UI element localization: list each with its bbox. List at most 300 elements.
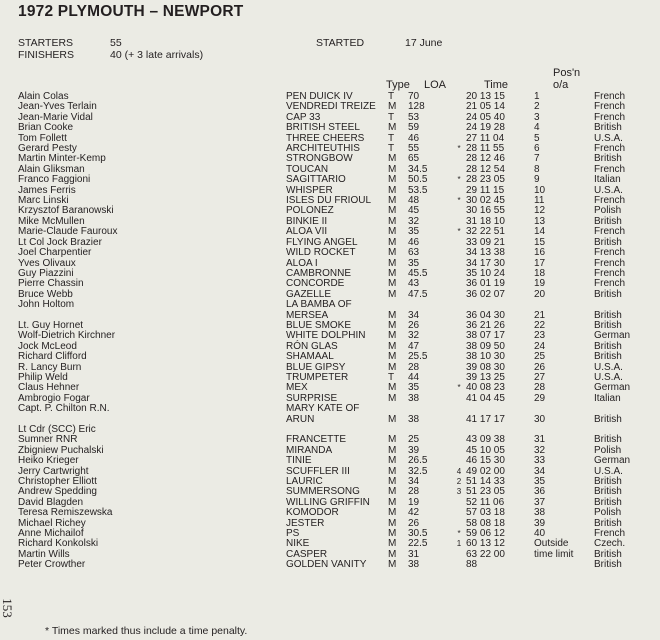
page-number: 153 bbox=[0, 598, 15, 618]
cell-yacht: WHISPER bbox=[286, 184, 333, 196]
cell-yacht: TRUMPETER bbox=[286, 371, 349, 383]
started-label: STARTED bbox=[316, 37, 365, 49]
cell-yacht: POLONEZ bbox=[286, 205, 334, 217]
cell-type: M bbox=[388, 434, 397, 446]
cell-time: 30 16 55 bbox=[466, 205, 505, 217]
cell-type: T bbox=[388, 371, 395, 383]
cell-yacht: CAP 33 bbox=[286, 111, 321, 123]
results-body bbox=[18, 92, 650, 571]
cell-yacht: KOMODOR bbox=[286, 507, 339, 519]
cell-type: M bbox=[388, 330, 397, 342]
cell-pos: time limit bbox=[534, 548, 574, 560]
cell-nat: British bbox=[594, 236, 622, 248]
cell-yacht: TOUCAN bbox=[286, 163, 329, 175]
cell-type: M bbox=[388, 236, 397, 248]
cell-mark bbox=[452, 415, 466, 425]
cell-time: 41 04 45 bbox=[466, 392, 505, 404]
cell-nat: German bbox=[594, 382, 631, 394]
cell-time: 21 05 14 bbox=[466, 101, 505, 113]
cell-type: T bbox=[388, 91, 395, 102]
cell-mark bbox=[452, 508, 466, 518]
cell-pos: 3 bbox=[534, 111, 540, 123]
finishers-label: FINISHERS bbox=[18, 49, 75, 61]
cell-loa: 19 bbox=[408, 496, 420, 508]
cell-loa: 35 bbox=[408, 226, 420, 238]
cell-nat: German bbox=[594, 455, 631, 467]
cell-nat: British bbox=[594, 434, 622, 446]
cell-pos: 39 bbox=[534, 517, 546, 529]
cell-pos: 4 bbox=[534, 122, 540, 134]
cell-loa: 65 bbox=[408, 153, 420, 165]
cell-name: Guy Piazzini bbox=[18, 267, 74, 279]
cell-loa: 26.5 bbox=[408, 455, 428, 467]
cell-time: 51 23 05 bbox=[466, 486, 505, 498]
cell-time: 57 03 18 bbox=[466, 507, 505, 519]
cell-pos: Outside bbox=[534, 538, 569, 550]
cell-type: M bbox=[388, 288, 397, 300]
cell-loa: 55 bbox=[408, 143, 420, 155]
cell-loa: 32.5 bbox=[408, 465, 428, 477]
cell-mark bbox=[452, 217, 466, 227]
header-type: Type bbox=[386, 79, 410, 91]
cell-mark bbox=[452, 290, 466, 300]
cell-nat: French bbox=[594, 143, 626, 155]
cell-nat: Polish bbox=[594, 444, 622, 456]
cell-time: 38 10 30 bbox=[466, 351, 505, 363]
cell-nat: Polish bbox=[594, 507, 622, 519]
cell-mark bbox=[452, 342, 466, 352]
cell-type: M bbox=[388, 538, 397, 550]
cell-pos: 2 bbox=[534, 101, 540, 113]
cell-yacht: GOLDEN VANITY bbox=[286, 559, 367, 571]
cell-loa: 35 bbox=[408, 257, 420, 269]
cell-mark bbox=[452, 186, 466, 196]
cell-nat: U.S.A. bbox=[594, 371, 623, 383]
cell-type: M bbox=[388, 101, 397, 113]
cell-mark bbox=[452, 373, 466, 383]
cell-pos: 1 bbox=[534, 91, 540, 102]
cell-yacht: TINIE bbox=[286, 455, 312, 467]
cell-loa: 32 bbox=[408, 330, 420, 342]
cell-pos: 12 bbox=[534, 205, 546, 217]
cell-pos: 9 bbox=[534, 174, 540, 186]
cell-yacht: MERSEA bbox=[286, 309, 329, 321]
cell-name: Anne Michailof bbox=[18, 528, 84, 540]
cell-name: John Holtom bbox=[18, 299, 75, 311]
cell-pos: 40 bbox=[534, 528, 546, 540]
cell-loa: 38 bbox=[408, 392, 420, 404]
table-row bbox=[18, 519, 650, 529]
cell-mark bbox=[452, 123, 466, 133]
cell-name: Wolf-Dietrich Kirchner bbox=[18, 330, 116, 342]
cell-nat: British bbox=[594, 517, 622, 529]
cell-pos: 19 bbox=[534, 278, 546, 290]
cell-time: 38 09 50 bbox=[466, 340, 505, 352]
cell-loa: 30.5 bbox=[408, 528, 428, 540]
cell-mark: * bbox=[457, 383, 461, 393]
cell-yacht: RÓN GLAS bbox=[286, 340, 338, 352]
cell-loa: 26 bbox=[408, 319, 420, 331]
cell-mark bbox=[452, 113, 466, 123]
cell-time: 51 14 33 bbox=[466, 476, 505, 488]
cell-loa: 63 bbox=[408, 247, 420, 259]
cell-name: Richard Konkolski bbox=[18, 538, 99, 550]
cell-time: 35 10 24 bbox=[466, 267, 505, 279]
cell-time: 34 17 30 bbox=[466, 257, 505, 269]
cell-time: 28 12 54 bbox=[466, 163, 505, 175]
table-row bbox=[18, 154, 650, 164]
cell-nat: Italian bbox=[594, 392, 621, 404]
cell-yacht: PEN DUICK IV bbox=[286, 91, 353, 102]
cell-nat: British bbox=[594, 122, 622, 134]
cell-nat bbox=[594, 300, 650, 310]
cell-loa: 34.5 bbox=[408, 163, 428, 175]
cell-yacht: BLUE SMOKE bbox=[286, 319, 352, 331]
cell-pos: 27 bbox=[534, 371, 546, 383]
cell-type: M bbox=[388, 548, 397, 560]
cell-time: 52 11 06 bbox=[466, 496, 505, 508]
cell-loa: 35 bbox=[408, 382, 420, 394]
cell-loa: 43 bbox=[408, 278, 420, 290]
cell-name: Martin Minter-Kemp bbox=[18, 153, 106, 165]
cell-type: M bbox=[388, 195, 397, 207]
cell-yacht: CONCORDE bbox=[286, 278, 345, 290]
cell-yacht: VENDREDI TREIZE bbox=[286, 101, 376, 113]
cell-time: 36 21 26 bbox=[466, 319, 505, 331]
cell-time: 60 13 12 bbox=[466, 538, 505, 550]
cell-type: M bbox=[388, 122, 397, 134]
cell-loa: 32 bbox=[408, 215, 420, 227]
cell-nat: French bbox=[594, 195, 626, 207]
cell-nat: Polish bbox=[594, 205, 622, 217]
cell-pos: 15 bbox=[534, 236, 546, 248]
cell-name: Pierre Chassin bbox=[18, 278, 84, 290]
cell-loa: 31 bbox=[408, 548, 420, 560]
cell-nat: British bbox=[594, 413, 622, 425]
cell-yacht: ALOA VII bbox=[286, 226, 328, 238]
cell-pos: 26 bbox=[534, 361, 546, 373]
cell-mark bbox=[452, 269, 466, 279]
cell-name: Ambrogio Fogar bbox=[18, 392, 90, 404]
cell-pos: 18 bbox=[534, 267, 546, 279]
cell-mark bbox=[452, 550, 466, 560]
cell-yacht: CAMBRONNE bbox=[286, 267, 352, 279]
cell-name: Yves Olivaux bbox=[18, 257, 76, 269]
cell-type: M bbox=[388, 257, 397, 269]
cell-type: M bbox=[388, 247, 397, 259]
table-row bbox=[18, 342, 650, 352]
cell-type: M bbox=[388, 319, 397, 331]
cell-yacht: BRITISH STEEL bbox=[286, 122, 360, 134]
cell-pos: 35 bbox=[534, 476, 546, 488]
cell-yacht: ISLES DU FRIOUL bbox=[286, 195, 372, 207]
cell-name: Alain Gliksman bbox=[18, 163, 85, 175]
cell-pos: 17 bbox=[534, 257, 546, 269]
cell-mark bbox=[452, 498, 466, 508]
cell-nat: U.S.A. bbox=[594, 184, 623, 196]
cell-type: M bbox=[388, 392, 397, 404]
cell-pos: 32 bbox=[534, 444, 546, 456]
cell-type: T bbox=[388, 111, 395, 123]
cell-type: M bbox=[388, 486, 397, 498]
cell-mark bbox=[452, 435, 466, 445]
cell-mark bbox=[452, 259, 466, 269]
cell-time: 38 07 17 bbox=[466, 330, 505, 342]
cell-name: Capt. P. Chilton R.N. bbox=[18, 403, 110, 415]
table-row bbox=[18, 300, 650, 310]
cell-loa: 38 bbox=[408, 413, 420, 425]
cell-pos: 36 bbox=[534, 486, 546, 498]
cell-time: 40 08 23 bbox=[466, 382, 505, 394]
cell-loa: 45.5 bbox=[408, 267, 428, 279]
cell-loa: 42 bbox=[408, 507, 420, 519]
cell-mark bbox=[452, 331, 466, 341]
cell-time: 27 11 04 bbox=[466, 132, 505, 144]
cell-pos: 25 bbox=[534, 351, 546, 363]
cell-mark: 3 bbox=[456, 487, 462, 497]
cell-name: Marc Linski bbox=[18, 195, 69, 207]
cell-nat: British bbox=[594, 309, 622, 321]
cell-mark bbox=[452, 456, 466, 466]
cell-name: Alain Colas bbox=[18, 91, 69, 102]
cell-yacht: FLYING ANGEL bbox=[286, 236, 358, 248]
cell-time: 28 12 46 bbox=[466, 153, 505, 165]
cell-loa: 39 bbox=[408, 444, 420, 456]
cell-time: 24 05 40 bbox=[466, 111, 505, 123]
cell-type: M bbox=[388, 351, 397, 363]
cell-nat: French bbox=[594, 278, 626, 290]
cell-time: 32 22 51 bbox=[466, 226, 505, 238]
cell-name: Lt. Guy Hornet bbox=[18, 319, 84, 331]
cell-loa: 34 bbox=[408, 476, 420, 488]
cell-pos: 28 bbox=[534, 382, 546, 394]
cell-type: M bbox=[388, 455, 397, 467]
cell-yacht: CASPER bbox=[286, 548, 328, 560]
cell-time: 30 02 45 bbox=[466, 195, 505, 207]
cell-name: Gerard Pesty bbox=[18, 143, 77, 155]
cell-loa: 48 bbox=[408, 195, 420, 207]
cell-type: M bbox=[388, 205, 397, 217]
cell-yacht: NIKE bbox=[286, 538, 310, 550]
cell-pos: 30 bbox=[534, 413, 546, 425]
cell-mark bbox=[452, 300, 466, 310]
cell-pos: 29 bbox=[534, 392, 546, 404]
cell-mark bbox=[452, 425, 466, 435]
cell-name: Mike McMullen bbox=[18, 215, 85, 227]
table-row bbox=[18, 467, 650, 477]
cell-type: M bbox=[388, 309, 397, 321]
cell-type: M bbox=[388, 413, 397, 425]
cell-time bbox=[466, 300, 534, 310]
cell-pos bbox=[534, 560, 594, 570]
cell-mark bbox=[452, 154, 466, 164]
cell-yacht: PS bbox=[286, 528, 300, 540]
cell-name: Lt Col Jock Brazier bbox=[18, 236, 102, 248]
cell-type: M bbox=[388, 361, 397, 373]
page-title: 1972 PLYMOUTH – NEWPORT bbox=[18, 3, 244, 20]
table-row bbox=[18, 248, 650, 258]
cell-nat: French bbox=[594, 528, 626, 540]
cell-time: 36 01 19 bbox=[466, 278, 505, 290]
cell-yacht: JESTER bbox=[286, 517, 325, 529]
cell-mark bbox=[452, 238, 466, 248]
cell-loa: 26 bbox=[408, 517, 420, 529]
cell-loa: 70 bbox=[408, 91, 420, 102]
cell-loa: 47 bbox=[408, 340, 420, 352]
cell-time: 20 13 15 bbox=[466, 91, 505, 102]
cell-yacht: SAGITTARIO bbox=[286, 174, 346, 186]
cell-loa: 25.5 bbox=[408, 351, 428, 363]
cell-type: M bbox=[388, 163, 397, 175]
cell-name: Marie-Claude Fauroux bbox=[18, 226, 118, 238]
table-row bbox=[18, 175, 650, 185]
cell-loa: 47.5 bbox=[408, 288, 428, 300]
cell-name: R. Lancy Burn bbox=[18, 361, 82, 373]
cell-yacht: WILLING GRIFFIN bbox=[286, 496, 370, 508]
cell-mark bbox=[452, 134, 466, 144]
cell-time: 45 10 05 bbox=[466, 444, 505, 456]
table-row bbox=[18, 373, 650, 383]
cell-name: Jean-Yves Terlain bbox=[18, 101, 97, 113]
cell-nat: British bbox=[594, 559, 622, 571]
cell-mark bbox=[452, 206, 466, 216]
cell-loa: 28 bbox=[408, 486, 420, 498]
cell-nat: British bbox=[594, 153, 622, 165]
cell-mark bbox=[452, 279, 466, 289]
cell-mark: * bbox=[457, 175, 461, 185]
cell-mark: 1 bbox=[456, 539, 462, 549]
cell-time: 31 18 10 bbox=[466, 215, 505, 227]
cell-loa: 34 bbox=[408, 309, 420, 321]
cell-loa: 28 bbox=[408, 361, 420, 373]
cell-mark bbox=[452, 446, 466, 456]
cell-yacht: ALOA I bbox=[286, 257, 318, 269]
cell-time: 59 06 12 bbox=[466, 528, 505, 540]
cell-mark: * bbox=[457, 144, 461, 154]
cell-loa: 22.5 bbox=[408, 538, 428, 550]
cell-nat: British bbox=[594, 351, 622, 363]
cell-pos: 14 bbox=[534, 226, 546, 238]
cell-type: M bbox=[388, 559, 397, 571]
cell-name: Philip Weld bbox=[18, 371, 68, 383]
cell-time: 58 08 18 bbox=[466, 517, 505, 529]
cell-nat: U.S.A. bbox=[594, 361, 623, 373]
cell-pos: 31 bbox=[534, 434, 546, 446]
cell-name: Lt Cdr (SCC) Eric bbox=[18, 424, 96, 435]
cell-type: M bbox=[388, 215, 397, 227]
cell-yacht: STRONGBOW bbox=[286, 153, 353, 165]
cell-pos: 6 bbox=[534, 143, 540, 155]
header-loa: LOA bbox=[424, 79, 447, 91]
cell-name: Brian Cooke bbox=[18, 122, 74, 134]
cell-nat: British bbox=[594, 548, 622, 560]
cell-pos: 20 bbox=[534, 288, 546, 300]
cell-nat: French bbox=[594, 247, 626, 259]
cell-type: M bbox=[388, 278, 397, 290]
cell-name: Michael Richey bbox=[18, 517, 86, 529]
cell-mark bbox=[452, 102, 466, 112]
cell-nat: British bbox=[594, 340, 622, 352]
cell-type: M bbox=[388, 444, 397, 456]
cell-time: 36 04 30 bbox=[466, 309, 505, 321]
cell-type: M bbox=[388, 528, 397, 540]
cell-time: 24 19 28 bbox=[466, 122, 505, 134]
cell-loa: 45 bbox=[408, 205, 420, 217]
cell-nat: U.S.A. bbox=[594, 465, 623, 477]
cell-loa: 59 bbox=[408, 122, 420, 134]
cell-name: Andrew Spedding bbox=[18, 486, 97, 498]
cell-time: 88 bbox=[466, 559, 478, 571]
cell-loa: 46 bbox=[408, 132, 420, 144]
cell-mark bbox=[452, 248, 466, 258]
cell-mark bbox=[452, 394, 466, 404]
cell-name: Krzysztof Baranowski bbox=[18, 205, 114, 217]
cell-nat: British bbox=[594, 288, 622, 300]
cell-name: Peter Crowther bbox=[18, 559, 86, 571]
cell-type: T bbox=[388, 143, 395, 155]
cell-time: 39 13 25 bbox=[466, 371, 505, 383]
cell-nat: German bbox=[594, 330, 631, 342]
cell-mark bbox=[452, 560, 466, 570]
header-pos-line2: o/a bbox=[553, 79, 569, 91]
cell-mark bbox=[452, 92, 466, 102]
cell-name: James Ferris bbox=[18, 184, 76, 196]
cell-nat: British bbox=[594, 476, 622, 488]
cell-loa bbox=[408, 300, 452, 310]
cell-type: T bbox=[388, 132, 395, 144]
cell-time: 46 15 30 bbox=[466, 455, 505, 467]
cell-mark: 4 bbox=[456, 466, 462, 476]
cell-name: Martin Wills bbox=[18, 548, 70, 560]
cell-nat: British bbox=[594, 496, 622, 508]
table-row bbox=[18, 435, 650, 445]
cell-pos: 5 bbox=[534, 132, 540, 144]
cell-yacht: SURPRISE bbox=[286, 392, 338, 404]
cell-time: 34 13 38 bbox=[466, 247, 505, 259]
cell-nat: British bbox=[594, 215, 622, 227]
cell-yacht: SCUFFLER III bbox=[286, 465, 350, 477]
cell-pos: 24 bbox=[534, 340, 546, 352]
cell-nat: French bbox=[594, 91, 626, 102]
cell-pos: 10 bbox=[534, 184, 546, 196]
cell-time: 29 11 15 bbox=[466, 184, 505, 196]
cell-mark bbox=[452, 519, 466, 529]
cell-type: M bbox=[388, 153, 397, 165]
cell-mark: * bbox=[457, 529, 461, 539]
cell-pos bbox=[534, 300, 594, 310]
cell-loa: 53.5 bbox=[408, 184, 428, 196]
cell-mark bbox=[452, 352, 466, 362]
cell-pos: 34 bbox=[534, 465, 546, 477]
cell-nat: French bbox=[594, 257, 626, 269]
cell-nat: Czech. bbox=[594, 538, 626, 550]
cell-name: Jock McLeod bbox=[18, 340, 77, 352]
cell-nat: French bbox=[594, 101, 626, 113]
cell-name: Franco Faggioni bbox=[18, 174, 91, 186]
cell-mark bbox=[452, 321, 466, 331]
cell-name: Heiko Krieger bbox=[18, 455, 79, 467]
cell-nat: French bbox=[594, 267, 626, 279]
cell-loa: 25 bbox=[408, 434, 420, 446]
cell-mark bbox=[452, 311, 466, 321]
cell-pos: 13 bbox=[534, 215, 546, 227]
cell-type: M bbox=[388, 226, 397, 238]
cell-pos: 37 bbox=[534, 496, 546, 508]
cell-yacht: MARY KATE OF bbox=[286, 403, 360, 415]
finishers-value: 40 (+ 3 late arrivals) bbox=[110, 49, 204, 61]
cell-type: M bbox=[388, 507, 397, 519]
table-row bbox=[18, 508, 650, 518]
